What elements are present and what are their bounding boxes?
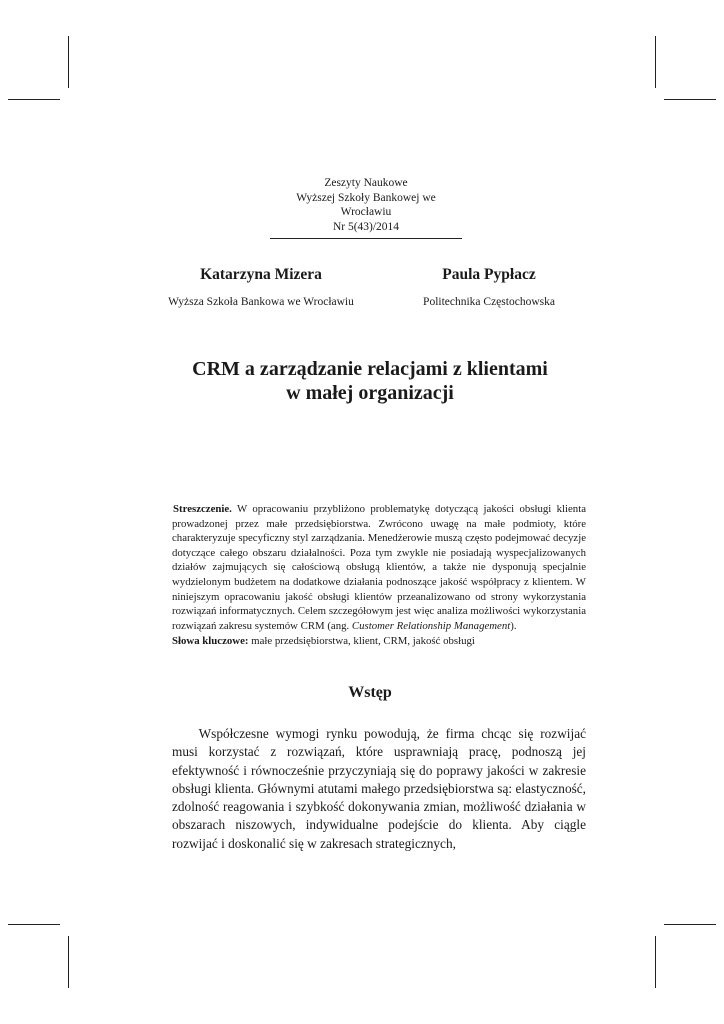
journal-rule — [270, 238, 462, 239]
crop-mark-bottom-right-horizontal — [664, 924, 716, 925]
paper-title-line-1: CRM a zarządzanie relacjami z klientami — [192, 358, 548, 380]
body-paragraph: Współczesne wymogi rynku powodują, że firma chcąc się rozwijać musi korzystać z rozwiązań, które usprawniają pracę, podnoszą jej efektywność i równocześnie przyczyniają się do poprawy jakości w zakresie obsługi klienta. Głównymi atutami małego przedsiębiorstwa są: elastyczność, zdolność reagowania i szybkość dokonywania zmian, możliwość działania w obszarach niszowych, indywidualne podejście do klienta. Aby ciągle rozwijać i doskonalić się w zakresach strategicznych, — [172, 726, 586, 851]
paper-title — [100, 357, 640, 405]
crop-mark-bottom-left-horizontal — [8, 924, 60, 925]
section-heading: Wstęp — [348, 684, 392, 701]
author-block-1 — [130, 266, 392, 308]
keywords-label: Słowa kluczowe: — [172, 635, 249, 647]
crop-mark-top-left-horizontal — [8, 99, 60, 100]
keywords — [172, 634, 586, 649]
crop-mark-bottom-right-vertical — [655, 936, 656, 988]
paper-title-line-2: w małej organizacji — [286, 382, 454, 404]
crop-mark-top-left-vertical — [68, 36, 69, 88]
abstract-end: ). — [510, 619, 517, 632]
journal-institution: Wyższej Szkoły Bankowej we Wrocławiu — [296, 191, 436, 218]
journal-name: Zeszyty Naukowe — [324, 177, 408, 189]
author-name: Katarzyna Mizera — [200, 266, 322, 283]
abstract-italic-term: Customer Relationship Management — [351, 619, 511, 632]
journal-header — [270, 176, 462, 239]
author-affiliation: Politechnika Częstochowska — [423, 296, 555, 308]
author-name: Paula Pypłacz — [442, 266, 536, 283]
author-block-2 — [388, 266, 590, 308]
crop-mark-bottom-left-vertical — [68, 936, 69, 988]
crop-mark-top-right-vertical — [655, 36, 656, 88]
journal-issue: Nr 5(43)/2014 — [332, 220, 400, 233]
crop-mark-top-right-horizontal — [664, 99, 716, 100]
keywords-text: małe przedsiębiorstwa, klient, CRM, jakość obsługi — [248, 635, 475, 647]
abstract-label: Streszczenie. — [173, 503, 232, 515]
abstract — [172, 502, 586, 633]
abstract-text: W opracowaniu przybliżono problematykę dotyczącą jakości obsługi klienta prowadzonej przez małe przedsiębiorstwa. Zwrócono uwagę na małe podmioty, które charakteryzuje specyficzny styl zarządzania. Menedżerowie muszą często podejmować decyzje dotyczące całego obszaru działalności. Poza tym zwykle nie posiadają wyspecjalizowanych działów zajmujących się całościową obsługą klientów, a także nie dysponują specjalnie wydzielonym budżetem na dodatkowe działania podnoszące jakość współpracy z klientem. W niniejszym opracowaniu jakość obsługi klientów przeanalizowano od strony wykorzystania rozwiązań informatycznych. Celem szczegółowym jest więc analiza możliwości wykorzystania rozwiązań zakresu systemów CRM (ang. — [172, 503, 586, 632]
author-affiliation: Wyższa Szkoła Bankowa we Wrocławiu — [168, 296, 354, 308]
